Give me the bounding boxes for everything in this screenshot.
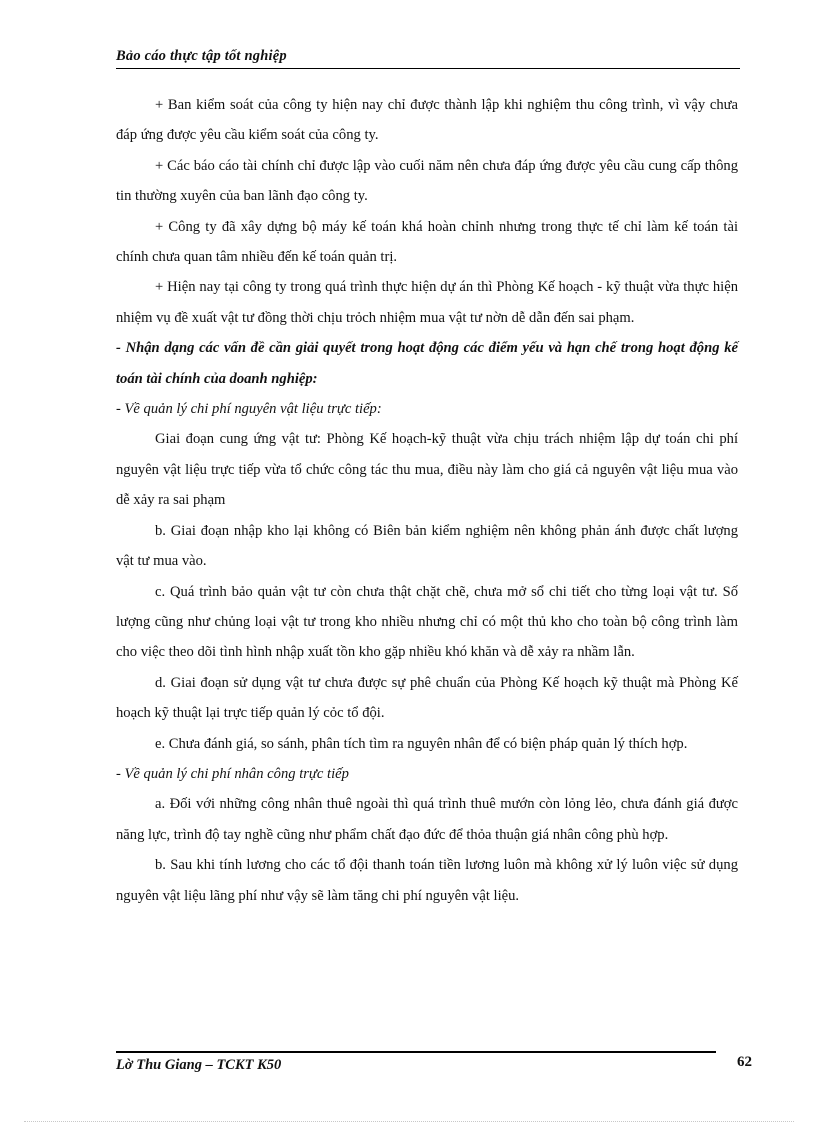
page-header-title: Bảo cáo thực tập tốt nghiệp bbox=[116, 48, 287, 64]
footer-divider bbox=[116, 1051, 716, 1053]
paragraph-item-e-analysis: e. Chưa đánh giá, so sánh, phân tích tìm ra nguyên nhân để có biện pháp quản lý thích hợp. bbox=[155, 735, 688, 752]
paragraph-item-d-usage: d. Giai đoạn sử dụng vật tư chưa được sự phê chuẩn của Phòng Kế hoạch kỹ thuật mà Phòng Kế hoạch kỹ thuật lại trực tiếp quản lý cỏc tổ đội. bbox=[116, 674, 738, 722]
subheading-material-costs: - Về quản lý chi phí nguyên vật liệu trực tiếp: bbox=[116, 401, 382, 418]
paragraph-financial-reports: + Các báo cáo tài chính chỉ được lập vào cuối năm nên chưa đáp ứng được yêu cầu cung cấp thông tin thường xuyên của ban lãnh đạo công ty. bbox=[116, 157, 738, 205]
document-body bbox=[116, 90, 738, 911]
paragraph-accounting-apparatus: + Công ty đã xây dựng bộ máy kế toán khá hoàn chỉnh nhưng trong thực tế chỉ làm kế toán tài chính chưa quan tâm nhiều đến kế toán quản trị. bbox=[116, 218, 738, 266]
paragraph-item-b-payroll: b. Sau khi tính lương cho các tổ đội thanh toán tiền lương luôn mà không xử lý luôn việc sử dụng nguyên vật liệu lãng phí như vậy sẽ làm tăng chi phí nguyên vật liệu. bbox=[116, 857, 738, 904]
paragraph-supply-stage: Giai đoạn cung ứng vật tư: Phòng Kế hoạch-kỹ thuật vừa chịu trách nhiệm lập dự toán chi phí nguyên vật liệu trực tiếp vừa tổ chức công tác thu mua, điều này làm cho giá cả nguyên vật liệu mua vào dễ xảy ra sai phạm bbox=[116, 431, 738, 509]
footer-author: Lờ Thu Giang – TCKT K50 bbox=[116, 1057, 282, 1073]
section-heading-issues: - Nhận dạng các vấn đề cần giải quyết trong hoạt động các điểm yếu và hạn chế trong hoạt động kế toán tài chính của doanh nghiệp: bbox=[116, 340, 738, 387]
paragraph-planning-department: + Hiện nay tại công ty trong quá trình thực hiện dự án thì Phòng Kế hoạch - kỹ thuật vừa thực hiện nhiệm vụ đề xuất vật tư đồng thời chịu trỏch nhiệm mua vật tư nờn dễ dẫn đến sai phạm. bbox=[116, 279, 738, 326]
paragraph-supervisory-board: + Ban kiểm soát của công ty hiện nay chỉ được thành lập khi nghiệm thu công trình, vì vậy chưa đáp ứng được yêu cầu kiểm soát của công ty. bbox=[116, 97, 738, 144]
page-bottom-edge bbox=[24, 1121, 794, 1122]
page-number: 62 bbox=[737, 1054, 752, 1070]
header-divider bbox=[116, 68, 740, 69]
paragraph-item-c-storage: c. Quá trình bảo quản vật tư còn chưa thật chặt chẽ, chưa mở sổ chi tiết cho từng loại vật tư. Số lượng cũng như chủng loại vật tư trong kho nhiều nhưng chỉ có một thủ kho cho toàn bộ công trình làm cho việc theo dõi tình hình nhập xuất tồn kho gặp nhiều khó khăn và dễ xảy ra nhầm lẫn. bbox=[116, 583, 738, 661]
paragraph-item-b-warehouse: b. Giai đoạn nhập kho lại không có Biên bản kiểm nghiệm nên không phản ánh được chất lượng vật tư mua vào. bbox=[116, 522, 738, 570]
paragraph-item-a-workers: a. Đối với những công nhân thuê ngoài thì quá trình thuê mướn còn lỏng lẻo, chưa đánh giá được năng lực, trình độ tay nghề cũng như phẩm chất đạo đức để thỏa thuận giá nhân công phù hợp. bbox=[116, 796, 738, 843]
subheading-labor-costs: - Về quản lý chi phí nhân công trực tiếp bbox=[116, 765, 349, 782]
